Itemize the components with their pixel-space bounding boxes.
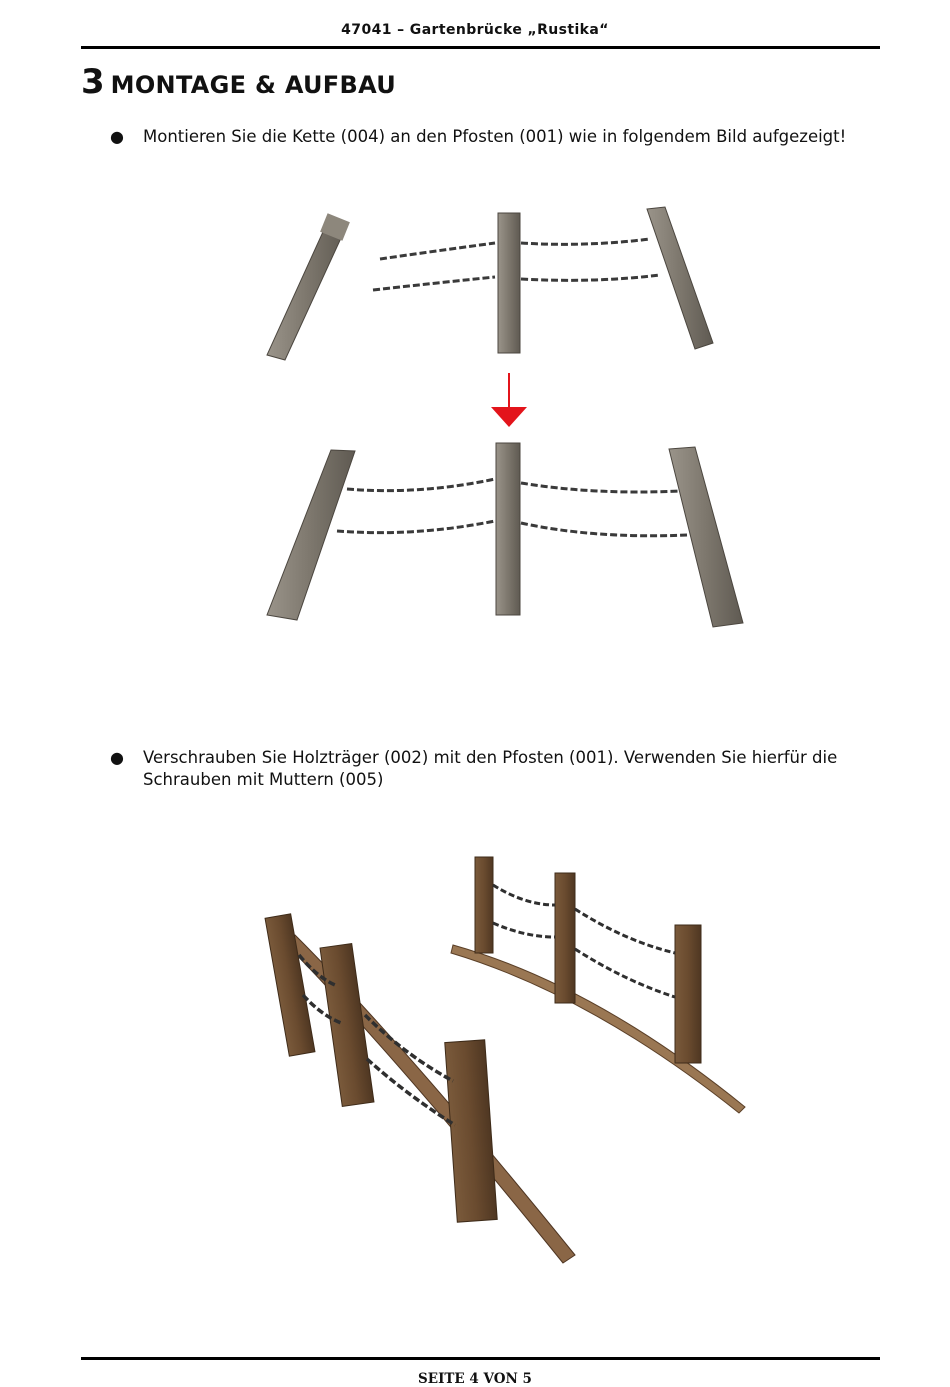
section-title: MONTAGE & AUFBAU (110, 71, 396, 99)
section-number: 3 (81, 62, 105, 102)
post-right-lying (647, 207, 713, 349)
post-left-lying (267, 213, 350, 360)
footer-rule (81, 1357, 880, 1360)
post-left-mounted (267, 450, 355, 620)
document-header-title: 47041 – Gartenbrücke „Rustika“ (341, 22, 609, 38)
header-rule (81, 46, 880, 49)
bullet-icon: ● (110, 748, 124, 767)
chain-to-posts-illustration (255, 195, 755, 635)
bridge-side-right (451, 857, 745, 1113)
post-middle-mounted (496, 443, 520, 615)
instruction-text-2: Verschrauben Sie Holzträger (002) mit den Pfosten (001). Verwenden Sie hierfür die Schrauben mit Muttern (005) (143, 748, 838, 789)
bullet-icon: ● (110, 127, 124, 146)
section-heading (81, 62, 396, 102)
bridge-side-left (265, 914, 575, 1263)
post-right-mounted (669, 447, 743, 627)
page-number: SEITE 4 VON 5 (418, 1371, 532, 1387)
arrow-down-icon (491, 373, 527, 427)
bridge-side-assembly-illustration (255, 845, 755, 1270)
post-middle-lying (498, 213, 520, 353)
instruction-text-1: Montieren Sie die Kette (004) an den Pfosten (001) wie in folgendem Bild aufgezeigt! (143, 127, 847, 146)
